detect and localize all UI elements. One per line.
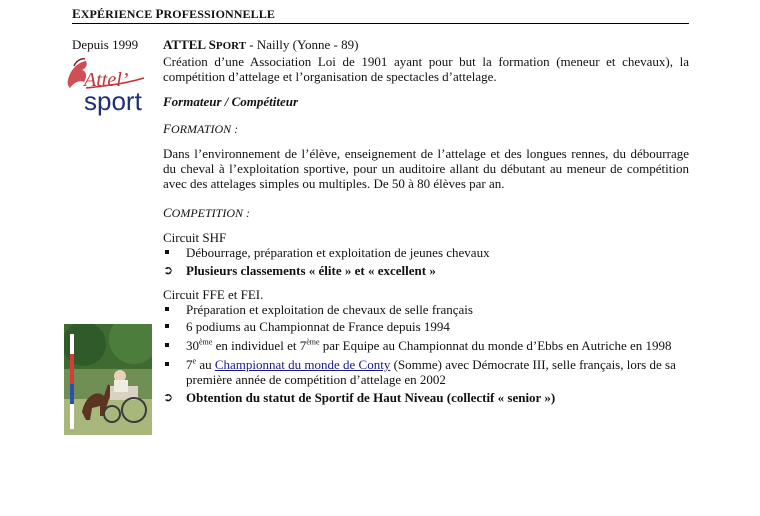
org-line — [163, 37, 689, 54]
job-role: Formateur / Compétiteur — [163, 94, 299, 109]
shf-result: ➲ Plusieurs classements « élite » et « excellent » — [163, 263, 436, 278]
org-location: - Nailly (Yonne - 89) — [246, 37, 359, 52]
bullet-icon — [165, 362, 169, 366]
job-content — [163, 37, 689, 405]
arrow-icon: ➲ — [163, 263, 174, 277]
list-item: 30ème en individuel et 7ème par Equipe au Championnat du monde d’Ebbs en Autriche en 1998 — [163, 338, 689, 353]
section-title: EXPÉRIENCE PROFESSIONNELLE — [72, 6, 689, 24]
org-name: ATTEL SPORT — [163, 37, 247, 52]
ffe-list — [163, 302, 689, 387]
competition-heading: COMPETITION : — [163, 205, 250, 220]
list-item: Débourrage, préparation et exploitation de jeunes chevaux — [163, 245, 689, 260]
championnat-conty-link[interactable]: Championnat du monde de Conty — [214, 357, 391, 372]
org-description: Création d’une Association Loi de 1901 ayant pour but la formation (meneur et chevaux), la compétition d’attelage et l’organisation de spectacles d’attelage. — [163, 54, 689, 84]
logo-text-top: Attel’ — [84, 69, 129, 91]
bullet-icon — [165, 250, 169, 254]
circuit-shf-title: Circuit SHF — [163, 230, 227, 245]
bullet-icon — [165, 324, 169, 328]
period-label: Depuis 1999 — [72, 37, 139, 52]
formation-text: Dans l’environnement de l’élève, enseignement de l’attelage et des longues rennes, du débourrage du cheval à l’exploitation sportive, pour un auditoire allant du débutant au meneur de compétition avec des attelages simples ou multiples. De 50 à 80 élèves par an. — [163, 146, 689, 191]
list-item: 7e au Championnat du monde de Conty (Somme) avec Démocrate III, selle français, lors de sa première année de compétition d’attelage en 2002 — [163, 357, 689, 387]
bullet-icon — [165, 343, 169, 347]
logo-text-bottom: sport — [84, 86, 142, 116]
formation-heading: FORMATION : — [163, 121, 239, 136]
arrow-icon: ➲ — [163, 390, 174, 404]
circuit-ffe-title: Circuit FFE et FEI. — [163, 287, 264, 302]
bullet-icon — [165, 307, 169, 311]
ffe-result: ➲ Obtention du statut de Sportif de Haut Niveau (collectif « senior ») — [163, 390, 556, 405]
list-item: Préparation et exploitation de chevaux de selle français — [163, 302, 689, 317]
attel-sport-logo — [64, 56, 156, 116]
list-item: 6 podiums au Championnat de France depuis 1994 — [163, 319, 689, 334]
shf-list — [163, 245, 689, 260]
carriage-driving-photo — [64, 324, 152, 435]
